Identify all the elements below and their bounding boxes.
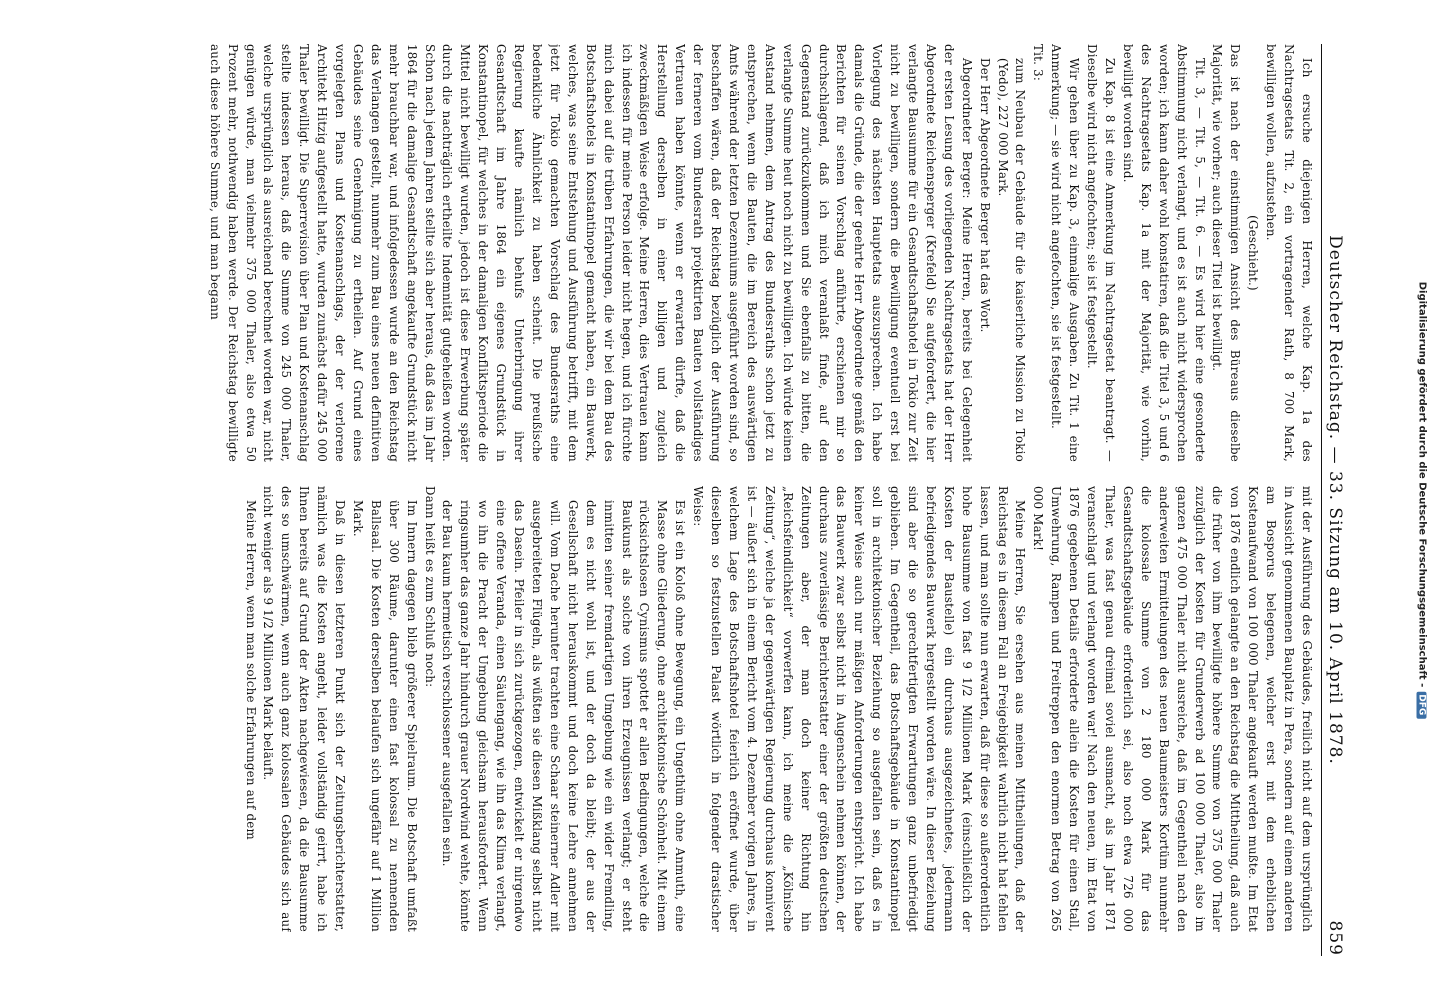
paragraph: Tit. 3: [1031,44,1046,82]
paragraph: Es ist ein Koloß ohne Bewegung, ein Ungethüm ohne Anmuth, eine Masse ohne Gliederung, ohne architektonische Schönheit. Mit einem rücksichtslosen Cynismus spottet er allen Bedingungen, welche die Baukunst als solche von ihren Erzeugnissen verlangt; er steht inmitten seiner fremdartigen Umgebung wie ein wider Fremdling, dem es nicht wohl ist, und der doch da bleibt; der aus der Gesellschaft nicht herauskommt und doch keine Lehre annehmen will. Vom Dache herunter trachten eine Schaar steinerner Adler mit ausgebreiteten Flügeln, als wüßten sie diesen Mißklang selbst nicht das Dasein. Pfeiler in sich zurückgezogen, entwickelt er nirgendwo eine offene Veranda, einen Säulengang, wie ihn das Klima verlangt, wo ihn die Pracht der Umgebung gleichsam herausfordert. Wenn ringsumher das ganze Jahr hindurch grauer Nordwind wehte, könnte der Bau kaum hermetisch verschlossener ausgefallen sein. [440,500,688,932]
left-text-column [61,44,1315,462]
page-number: 859 [1325,920,1345,956]
right-text-column [61,486,1315,932]
paragraph: mit der Ausführung des Gebäudes, freilich nicht auf dem ursprünglich in Aussicht genommenen Bauplatz in Pera, sondern auf einem anderen am Bosporus belegenen, welcher erst mit dem erheblichen Kostenaufwand von 100 000 Thaler angekauft werden mußte. Im Etat von 1876 endlich gelangte an den Reichstag die Mittheilung, daß auch die früher von ihm bewilligte höhere Summe von 375 000 Thaler zuzüglich der Kosten für Grunderwerb ad 100 000 Thaler, also im ganzen 475 000 Thaler nicht ausreiche, daß im Gegentheil nach den anderweiten Ermittelungen des neuen Baumeisters Kortüm nunmehr die kolossale Summe von 2 180 000 Mark für das Gesandtschaftsgebäude erforderlich sei, also noch etwa 726 000 Thaler, was fast genau dreimal soviel ausmacht, als im Jahr 1871 veranschlagt und verlangt worden war! Nach den neuen, im Etat von 1876 gegebenen Details erforderte allein die Kosten für einen Stall, Umwehrung, Rampen und Freitreppen den enormen Betrag von 265 000 Mark! [1031,486,1314,932]
paragraph: (Geschieht.) [1246,215,1261,291]
paragraph: Dann heißt es zum Schluß noch: [422,486,437,688]
running-title: Deutscher Reichstag. — 33. Sitzung am 10. April 1878. [1325,235,1345,765]
dfg-logo: DFG [1417,691,1427,718]
paragraph: Der Herr Abgeordnete Berger hat das Wort. [977,58,992,333]
paragraph: Meine Herren, wenn man solche Erfahrungen auf dem [243,500,258,840]
paragraph: Zu Kap. 8 ist eine Anmerkung im Nachtragsetat beantragt. — Dieselbe wird nicht angefochten; sie ist festgestellt. [1085,44,1118,462]
paragraph: Tit. 3, — Tit. 5, — Tit. 6. — Es wird hier eine gesonderte Abstimmung nicht verlangt, und es ist auch nicht widersprochen worden; ich kann daher wohl konstatiren, daß die Titel 3, 5 und 6 des Nachtragsetats Kap. 1a mit der Majorität, wie vorhin, bewilligt worden sind. [1120,44,1207,462]
page-header [1321,44,1351,956]
paragraph: Meine Herren, Sie ersehen aus meinen Mittheilungen, daß der Reichstag es in diesem Fall an Freigebigkeit wahrlich nicht hat fehlen lassen, und man sollte nun erwarten, daß für diese so außerordentlich hohe Bausumme von fast 9 1/2 Millionen Mark (einschließlich der Kosten der Baustelle) ein durchaus ausgezeichnetes, jedermann befriedigendes Bauwerk hergestellt worden wäre. In dieser Beziehung sind aber die so gerechtfertigten Erwartungen ganz unbefriedigt geblieben. Im Gegentheil, das Botschaftsgebäude in Konstantinopel soll in architektonischer Beziehung so ausgefallen sein, daß es in keiner Weise auch nur mäßigen Anforderungen entspricht. Ich habe das Bauwerk zwar selbst nicht in Augenschein nehmen können, der durchaus zuverlässige Berichterstatter einer der größten deutschen Zeitungen aber, der man doch keiner Richtung hin „Reichsfeindlichkeit“ vorwerfen kann, ich meine die „Kölnische Zeitung“, welche ja der gegenwärtigen Regierung durchaus konnivent ist — äußert sich in einem Bericht vom 4. Dezember vorigen Jahres, in welchem Lage des Botschaftshotel feierlich eröffnet wurde, über dieselben so festzustellen Palast wörtlich in folgender drastischer Weise: [691,486,1028,932]
paragraph: Im Innern dagegen blieb größerer Spielraum. Die Botschaft umfaßt über 300 Räume, darunter einen fast kolossal zu nennenden Ballsaal. Die Kosten derselben belaufen sich ungefähr auf 1 Million Mark. [350,500,419,932]
credit-text: Digitalisierung gefördert durch die Deutsche Forschungsgemeinschaft - [1416,281,1428,688]
paragraph: Ich ersuche diejenigen Herren, welche Kap. 1a des Nachtragsetats Tit. 2, ein vortragender Rath, 8 700 Mark, bewilligen wollen, aufzustehen. [1264,44,1314,462]
paragraph: Wir gehen über zu Kap. 3, einmalige Ausgaben. Zu Tit. 1 eine Anmerkung; — sie wird nicht angefochten, sie ist festgestellt. [1049,44,1082,462]
document-page [51,20,1381,980]
paragraph: Daß in diesen letzteren Punkt sich der Zeitungsberichterstatter, nämlich was die Kosten angeht, leider vollständig geirrt, habe ich Ihnen bereits auf Grund der Akten nachgewiesen, da die Bausumme des so umschwärmen, wenn auch ganz kolossalen Gebäudes sich auf nicht weniger als 9 1/2 Millionen Mark beläuft. [261,486,348,932]
paragraph: Abgeordneter Berger: Meine Herren, bereits bei Gelegenheit der ersten Lesung des vorliegenden Nachtragsetats hat der Herr Abgeordnete Reichensperger (Krefeld) Sie aufgefordert, die hier verlangte Bausumme für ein Gesandtschaftshotel in Tokio zur Zeit nicht zu bewilligen, sondern die Bewilligung eventuell erst bei Vorlegung des nächsten Hauptetats auszusprechen. Ich habe damals die Gründe, die der geehrte Herr Abgeordnete gemäß den Berichten für seinen Vorschlag anführte, erschienen mir so durchschlagend, daß ich mich veranlaßt finde, auf den Gegenstand zurückzukommen und Sie ebenfalls zu bitten, die verlangte Summe heut noch nicht zu bewilligen. Ich würde keinen Anstand nehmen, dem Antrag des Bundesraths schon jetzt zu entsprechen, wenn die Bauten, die im Bereich des auswärtigen Amts während der letzten Dezenniums ausgeführt worden sind, so beschaffen wären, daß der Reichstag bezüglich der Ausführung der ferneren vom Bundesrath projektirten Bauten vollständiges Vertrauen haben könnte, wenn er erwarten dürfte, daß die Herstellung derselben in einer billigen und zugleich zweckmäßigen Weise erfolge. Meine Herren, dies Vertrauen kann ich indessen für meine Person leider nicht hegen, und ich fürchte mich dabei auf die trüben Erfahrungen, die wir bei dem Bau des Botschaftshotels in Konstantinopel gemacht haben, ein Bauwerk, welches, was seine Entstehung und Ausführung betrifft, mit dem jetzt für Tokio gemachten Vorschlag des Bundesraths eine bedenkliche Ähnlichkeit zu haben scheint. Die preußische Regierung kaufte nämlich behufs Unterbringung ihrer Gesandtschaft im Jahre 1864 ein eigenes Grundstück in Konstantinopel, für welches in der damaligen Konfliktsperiode die Mittel nicht bewilligt wurden, jedoch ist diese Erwerbung später durch die nachträglich ertheilte Indemnität gutgeheißen worden. Schon nach jedem Jahren stellte sich aber heraus, daß das im Jahr 1864 für die damalige Gesandtschaft angekaufte Grundstück nicht mehr brauchbar war, und infolgedessen wurde an den Reichstag das Verlangen gestellt, nunmehr zum Bau eines neuen definitiven Gebäudes seine Genehmigung zu ertheilen. Auf Grund eines vorgelegten Plans und Kostenanschlags, der der verlorene Architekt Hitzig aufgestellt hatte, wurden zunächst dafür 245 000 Thaler bewilligt. Die Superrevision über Plan und Kostenanschlag stellte indessen heraus, daß die Summe von 245 000 Thaler, welche ursprünglich als ausreichend berechnet worden war, nicht genügen würde, man vielmehr 375 000 Thaler, also etwa 50 Prozent mehr, nothwendig haben werde. Der Reichstag bewilligte auch diese höhere Summe, und man begann [207,44,974,462]
paragraph: zum Neubau der Gebäude für die kaiserliche Mission zu Tokio (Yedo), 227 000 Mark. [995,58,1028,462]
digitization-credit [1417,282,1428,719]
paragraph: Das ist nach der einstimmigen Ansicht des Büreaus dieselbe Majorität, wie vorher; auch dieser Titel ist bewilligt. [1210,44,1243,462]
